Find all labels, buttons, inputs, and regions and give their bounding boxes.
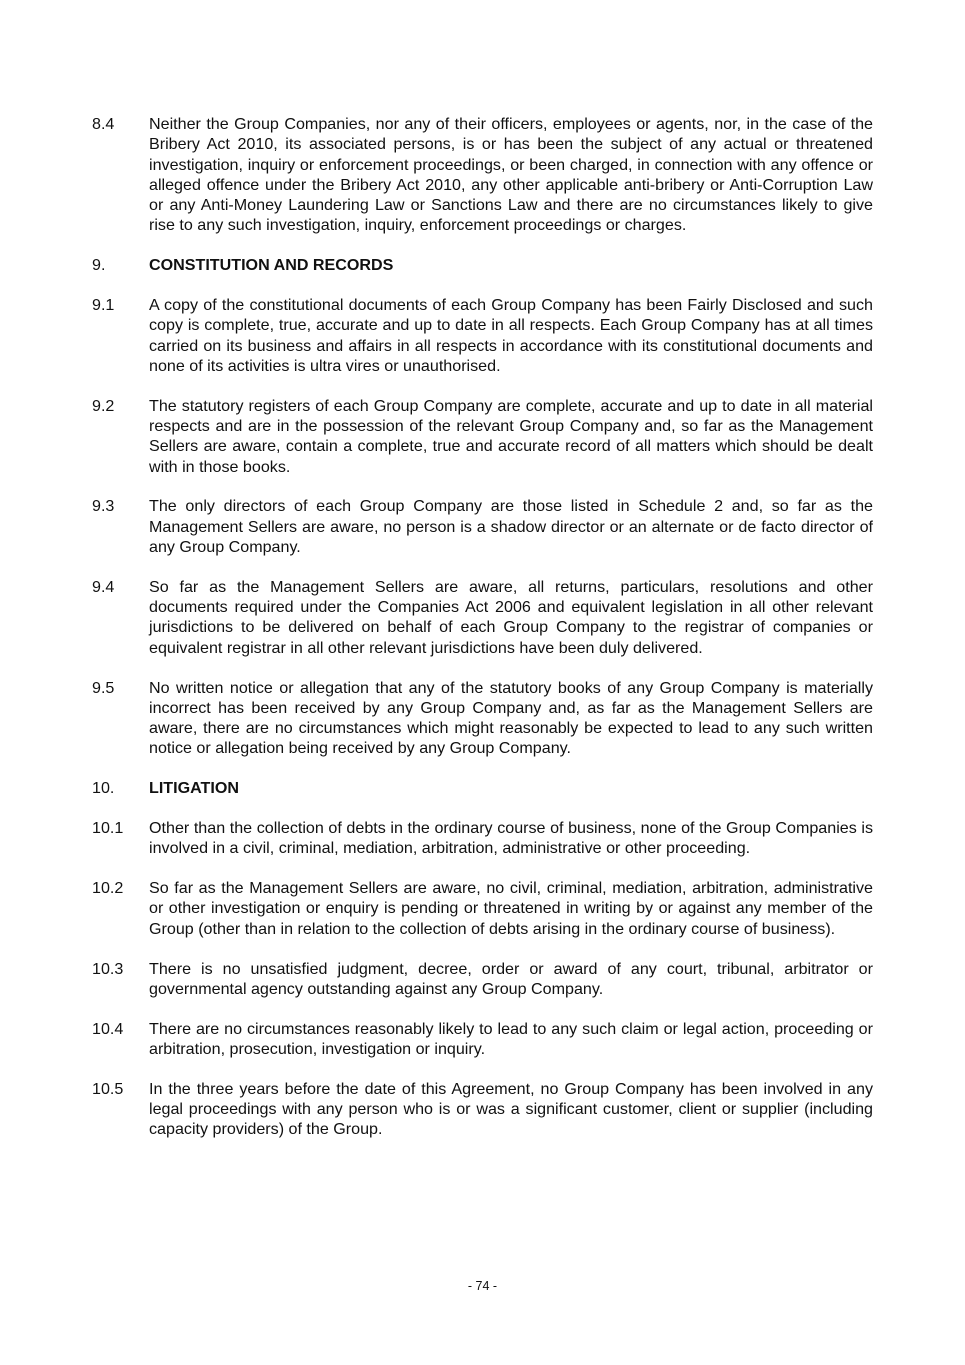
section-title: LITIGATION bbox=[149, 779, 239, 798]
clause-text: In the three years before the date of this Agreement, no Group Company has been involved in any legal proceedings with any person who is or was a significant customer, client or supplier (including capacity providers) of the Group. bbox=[149, 1079, 873, 1139]
clause-10-1 bbox=[92, 818, 873, 859]
clause-text: There is no unsatisfied judgment, decree, order or award of any court, tribunal, arbitrator or governmental agency outstanding against any Group Company. bbox=[149, 959, 873, 998]
clause-text: Neither the Group Companies, nor any of their officers, employees or agents, nor, in the case of the Bribery Act 2010, its associated persons, is or has been the subject of any actual or threatened investigation, inquiry or enforcement proceedings, or been charged, in connection with any offence or alleged offence under the Bribery Act 2010, any other applicable anti-bribery or Anti-Corruption Law or any Anti-Money Laundering Law or Sanctions Law and there are no circumstances likely to give rise to any such investigation, inquiry, enforcement proceedings or charges. bbox=[149, 115, 873, 235]
section-heading-9 bbox=[92, 255, 873, 275]
clause-9-3 bbox=[92, 496, 873, 557]
clause-text: So far as the Management Sellers are aware, all returns, particulars, resolutions and other documents required under the Companies Act 2006 and equivalent legislation in all other relevant jurisdictions to be delivered on behalf of each Group Company to the registrar of companies or equivalent registrar in all other relevant jurisdictions have been duly delivered. bbox=[149, 577, 873, 657]
clause-text: Other than the collection of debts in the ordinary course of business, none of the Group Companies is involved in a civil, criminal, mediation, arbitration, administrative or other proceeding. bbox=[149, 819, 873, 858]
clause-10-5 bbox=[92, 1079, 873, 1140]
clause-text: The statutory registers of each Group Company are complete, accurate and up to date in all material respects and are in the possession of the relevant Group Company and, so far as the Management Sellers are aware, contain a complete, true and accurate record of all matters which should be dealt with in those books. bbox=[149, 396, 873, 476]
clause-10-3 bbox=[92, 959, 873, 1000]
clause-text: The only directors of each Group Company are those listed in Schedule 2 and, so far as the Management Sellers are aware, no person is a shadow director or an alternate or de facto director of any Group Company. bbox=[149, 497, 873, 557]
clause-number: 10.2 bbox=[92, 879, 124, 898]
clause-number: 10.3 bbox=[92, 959, 124, 978]
clause-text: So far as the Management Sellers are aware, no civil, criminal, mediation, arbitration, administrative or other investigation or enquiry is pending or threatened in writing by or against any member of the Group (other than in relation to the collection of debts arising in the ordinary course of business). bbox=[149, 879, 873, 938]
clause-9-4 bbox=[92, 577, 873, 658]
clause-number: 9.3 bbox=[92, 497, 115, 516]
clause-number: 9.1 bbox=[92, 296, 115, 315]
document-body bbox=[92, 114, 873, 1159]
clause-number: 9.2 bbox=[92, 396, 115, 415]
clause-number: 10.4 bbox=[92, 1019, 124, 1038]
section-heading-10 bbox=[92, 778, 873, 798]
clause-number: 9.4 bbox=[92, 577, 115, 596]
page-number: - 74 - bbox=[467, 1279, 498, 1293]
section-number: 10. bbox=[92, 779, 115, 798]
clause-number: 10.1 bbox=[92, 819, 124, 838]
section-title: CONSTITUTION AND RECORDS bbox=[149, 256, 394, 275]
clause-number: 10.5 bbox=[92, 1079, 124, 1098]
clause-number: 9.5 bbox=[92, 678, 115, 697]
clause-9-1 bbox=[92, 295, 873, 376]
clause-9-2 bbox=[92, 396, 873, 477]
clause-10-2 bbox=[92, 878, 873, 939]
clause-number: 8.4 bbox=[92, 115, 115, 133]
clause-text: No written notice or allegation that any of the statutory books of any Group Company is materially incorrect has been received by any Group Company and, as far as the Management Sellers are aware, there are no circumstances which might reasonably be expected to lead to any such written notice or allegation being received by any Group Company. bbox=[149, 678, 873, 758]
clause-8-4 bbox=[92, 114, 873, 236]
clause-text: A copy of the constitutional documents of each Group Company has been Fairly Disclosed and such copy is complete, true, accurate and up to date in all respects. Each Group Company has at all times carried on its business and affairs in all respects in accordance with its constitutional documents and none of its activities is ultra vires or unauthorised. bbox=[149, 296, 873, 375]
clause-text: There are no circumstances reasonably likely to lead to any such claim or legal action, proceeding or arbitration, prosecution, investigation or inquiry. bbox=[149, 1019, 873, 1058]
section-number: 9. bbox=[92, 256, 106, 275]
clause-10-4 bbox=[92, 1019, 873, 1060]
clause-9-5 bbox=[92, 678, 873, 759]
